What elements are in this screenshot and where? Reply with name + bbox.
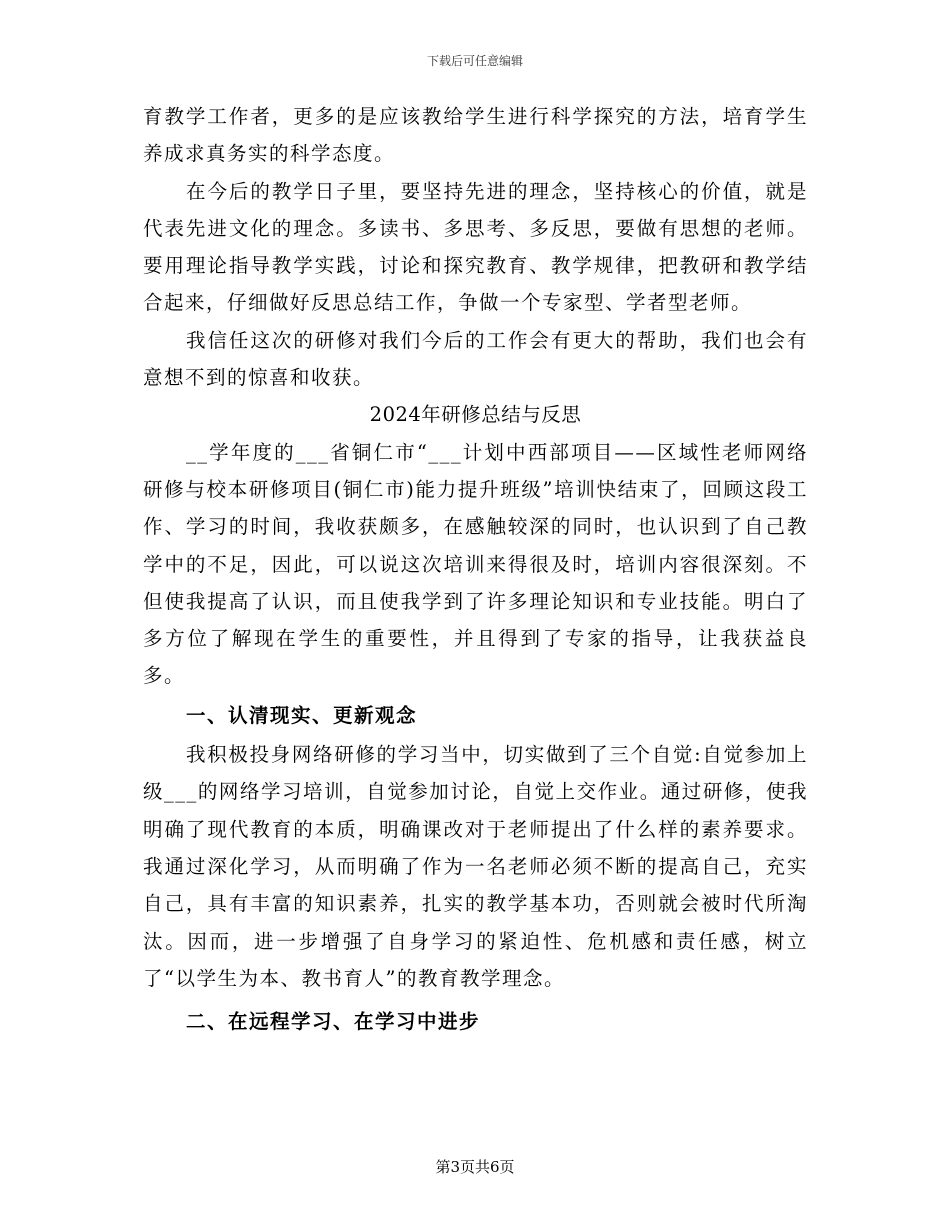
page-footer: 第3页共6页 xyxy=(435,1158,515,1176)
page-header: 下载后可任意编辑 xyxy=(426,54,523,68)
paragraph-section-1: 我积极投身网络研修的学习当中，切实做到了三个自觉:自觉参加上级___的网络学习培训，自觉参加讨论，自觉上交作业。通过研修，使我明确了现代教育的本质，明确课改对于老师提出了什么样的素养要求。我通过深化学习，从而明确了作为一名老师必须不断的提高自己，充实自己，具有丰富的知识素养，扎实的教学基本功，否则就会被时代所淘汰。因而，进一步增强了自身学习的紧迫性、危机感和责任感，树立了“以学生为本、教书育人”的教育教学理念。 xyxy=(143,743,808,990)
paragraph-intro: __学年度的___省铜仁市“___计划中西部项目——区域性老师网络研修与校本研修项目(铜仁市)能力提升班级”培训快结束了，回顾这段工作、学习的时间，我收获颇多，在感触较深的同时，也认识到了自己教学中的不足，因此，可以说这次培训来得很及时，培训内容很深刻。不但使我提高了认识，而且使我学到了许多理论知识和专业技能。明白了多方位了解现在学生的重要性，并且得到了专家的指导，让我获益良多。 xyxy=(143,440,808,688)
section-heading-1: 一、认清现实、更新观念 xyxy=(186,703,418,727)
document-body xyxy=(143,98,808,1040)
paragraph-continuation: 育教学工作者，更多的是应该教给学生进行科学探究的方法，培育学生养成求真务实的科学态度。 xyxy=(143,105,808,166)
paragraph-future-teaching: 在今后的教学日子里，要坚持先进的理念，坚持核心的价值，就是代表先进文化的理念。多读书、多思考、多反思，要做有思想的老师。要用理论指导教学实践，讨论和探究教育、教学规律，把教研和教学结合起来，仔细做好反思总结工作，争做一个专家型、学者型老师。 xyxy=(143,179,808,315)
document-title: 2024年研修总结与反思 xyxy=(369,403,582,427)
section-heading-2: 二、在远程学习、在学习中进步 xyxy=(186,1010,481,1034)
paragraph-trust: 我信任这次的研修对我们今后的工作会有更大的帮助，我们也会有意想不到的惊喜和收获。 xyxy=(143,328,808,390)
